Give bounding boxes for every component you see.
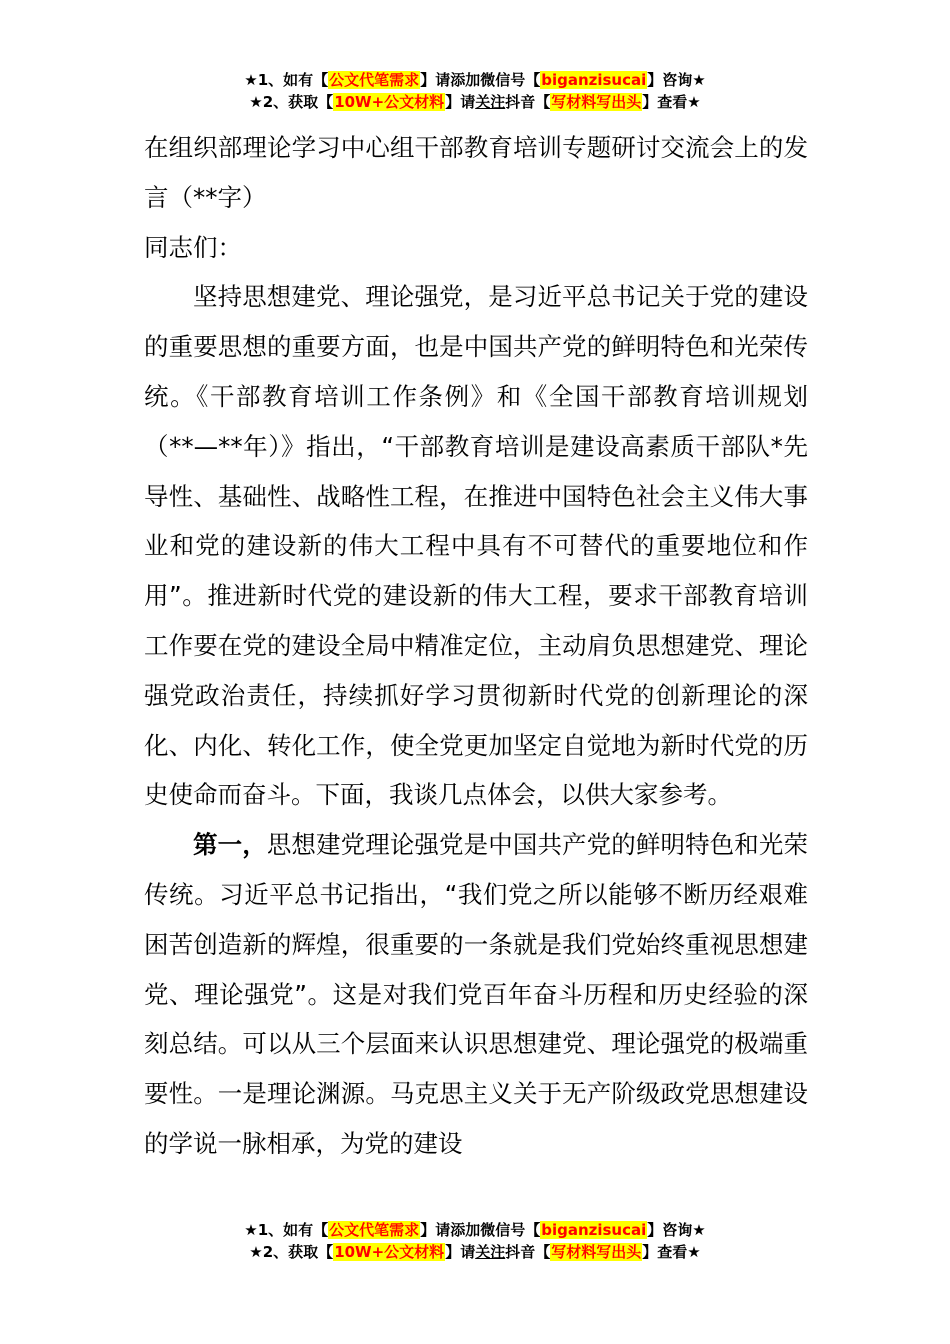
- banner-text: ★1、如有【: [244, 71, 329, 89]
- highlight-douyin: 写材料写出头: [551, 93, 642, 111]
- banner-text: 】咨询★: [647, 1221, 706, 1239]
- banner-line-1: [0, 69, 950, 91]
- banner-text: 】查看★: [642, 93, 701, 111]
- banner-line-2: [0, 91, 950, 113]
- highlight-materials: 10W+公文材料: [334, 1243, 445, 1261]
- banner-text: 】请: [445, 1243, 476, 1261]
- paragraph-2-text: 思想建党理论强党是中国共产党的鲜明特色和光荣传统。习近平总书记指出，“我们党之所以能够不断历经艰难困苦创造新的辉煌，很重要的一条就是我们党始终重视思想建党、理论强党”。这是对我们党百年奋斗历程和历史经验的深刻总结。可以从三个层面来认识思想建党、理论强党的极端重要性。一是理论渊源。马克思主义关于无产阶级政党思想建设的学说一脉相承，为党的建设: [144, 830, 808, 1158]
- paragraph-2: [144, 820, 808, 1169]
- paragraph-2-lead: 第一，: [193, 830, 267, 860]
- banner-text: 】请: [445, 93, 476, 111]
- banner-text: ★2、获取【: [249, 93, 334, 111]
- paragraph-1: 坚持思想建党、理论强党，是习近平总书记关于党的建设的重要思想的重要方面，也是中国共产党的鲜明特色和光荣传统。《干部教育培训工作条例》和《全国干部教育培训规划（**—**年）》指出，“干部教育培训是建设高素质干部队*先导性、基础性、战略性工程，在推进中国特色社会主义伟大事业和党的建设新的伟大工程中具有不可替代的重要地位和作用”。推进新时代党的建设新的伟大工程，要求干部教育培训工作要在党的建设全局中精准定位，主动肩负思想建党、理论强党政治责任，持续抓好学习贯彻新时代党的创新理论的深化、内化、转化工作，使全党更加坚定自觉地为新时代党的历史使命而奋斗。下面，我谈几点体会，以供大家参考。: [144, 282, 808, 810]
- banner-text: 抖音【: [505, 93, 551, 111]
- banner-text: 】查看★: [642, 1243, 701, 1261]
- banner-underlined: 关注: [475, 1243, 506, 1261]
- banner-text: ★1、如有【: [244, 1221, 329, 1239]
- highlight-wechat-id: biganzisucai: [541, 71, 647, 89]
- highlight-ghostwriting: 公文代笔需求: [329, 1221, 420, 1239]
- header-banner: [0, 69, 950, 113]
- banner-text: 抖音【: [505, 1243, 551, 1261]
- banner-line-2: [0, 1241, 950, 1263]
- highlight-materials: 10W+公文材料: [334, 93, 445, 111]
- banner-line-1: [0, 1219, 950, 1241]
- banner-text: 】请添加微信号【: [420, 71, 541, 89]
- banner-text: ★2、获取【: [249, 1243, 334, 1261]
- highlight-wechat-id: biganzisucai: [541, 1221, 647, 1239]
- banner-text: 】请添加微信号【: [420, 1221, 541, 1239]
- banner-text: 】咨询★: [647, 71, 706, 89]
- document-body: [144, 123, 808, 1169]
- highlight-ghostwriting: 公文代笔需求: [329, 71, 420, 89]
- document-title: 在组织部理论学习中心组干部教育培训专题研讨交流会上的发言（**字）: [144, 133, 808, 212]
- banner-underlined: 关注: [475, 93, 506, 111]
- highlight-douyin: 写材料写出头: [551, 1243, 642, 1261]
- salutation: 同志们：: [144, 232, 242, 262]
- footer-banner: [0, 1219, 950, 1263]
